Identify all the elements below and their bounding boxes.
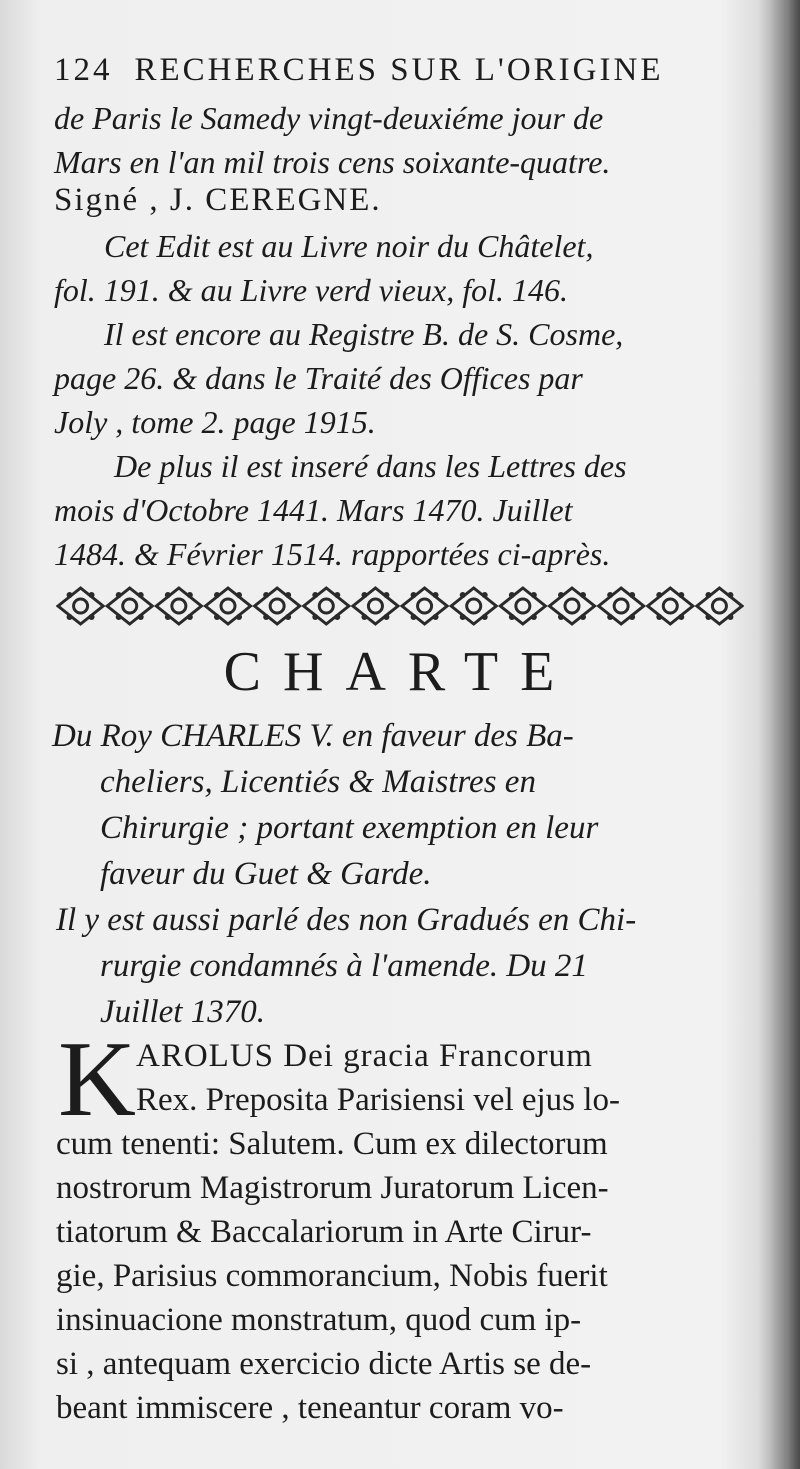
ornament-motif <box>402 588 447 624</box>
ornamental-band <box>56 582 744 630</box>
latin-line: AROLUS Dei gracia Francorum <box>136 1038 593 1074</box>
subtitle-line: cheliers, Licentiés & Maistres en <box>100 764 536 800</box>
ornament-motif <box>205 588 250 624</box>
text-line: Mars en l'an mil trois cens soixante-quatre. <box>54 144 611 180</box>
text-line: 1484. & Février 1514. rapportées ci-après. <box>54 536 611 572</box>
ornament-motif <box>549 588 594 624</box>
subtitle-line: Juillet 1370. <box>100 994 265 1030</box>
text-line: fol. 191. & au Livre verd vieux, fol. 146. <box>54 272 568 308</box>
text-line: mois d'Octobre 1441. Mars 1470. Juillet <box>54 492 573 528</box>
text-line: Il est encore au Registre B. de S. Cosme, <box>104 316 624 352</box>
text-line: De plus il est inseré dans les Lettres des <box>114 448 627 484</box>
subtitle-line: faveur du Guet & Garde. <box>100 856 432 892</box>
ornament-motif <box>697 588 742 624</box>
latin-line: gie, Parisius commorancium, Nobis fuerit <box>56 1258 608 1294</box>
subtitle-line: rurgie condamnés à l'amende. Du 21 <box>100 948 588 984</box>
ornament-motif <box>648 588 693 624</box>
ornament-motif <box>156 588 201 624</box>
text-line: Joly , tome 2. page 1915. <box>54 404 376 440</box>
latin-line: insinuacione monstratum, quod cum ip- <box>56 1302 582 1338</box>
ornament-motif <box>58 588 103 624</box>
charter-title: CHARTE <box>223 641 577 703</box>
ornament-motif <box>107 588 152 624</box>
ornament-motif <box>451 588 496 624</box>
subtitle-line: Chirurgie ; portant exemption en leur <box>100 810 599 846</box>
latin-line: tiatorum & Baccalariorum in Arte Cirur- <box>56 1214 592 1250</box>
ornament-motif <box>353 588 398 624</box>
text-line: de Paris le Samedy vingt-deuxiéme jour de <box>54 100 604 136</box>
text-line: Cet Edit est au Livre noir du Châtelet, <box>104 228 594 264</box>
latin-line: si , antequam exercicio dicte Artis se de- <box>56 1346 592 1382</box>
subtitle-line: Du Roy CHARLES V. en faveur des Ba- <box>52 718 574 754</box>
latin-line: beant immiscere , teneantur coram vo- <box>56 1390 564 1426</box>
drop-cap: K <box>58 1020 136 1139</box>
signature-line: Signé , J. CEREGNE. <box>54 182 382 218</box>
ornament-motif <box>599 588 644 624</box>
running-head <box>54 52 744 89</box>
page-number: 124 <box>54 52 113 88</box>
ornament-motif <box>304 588 349 624</box>
ornament-motif <box>255 588 300 624</box>
latin-line: Rex. Preposita Parisiensi vel ejus lo- <box>136 1082 620 1118</box>
page-gutter-shadow <box>758 0 800 1469</box>
subtitle-line: Il y est aussi parlé des non Gradués en Chi- <box>56 902 637 938</box>
latin-line: cum tenenti: Salutem. Cum ex dilectorum <box>56 1126 608 1162</box>
ornament-motif <box>500 588 545 624</box>
text-line: page 26. & dans le Traité des Offices par <box>54 360 583 396</box>
latin-line: nostrorum Magistrorum Juratorum Licen- <box>56 1170 609 1206</box>
running-title: RECHERCHES SUR L'ORIGINE <box>134 52 664 88</box>
